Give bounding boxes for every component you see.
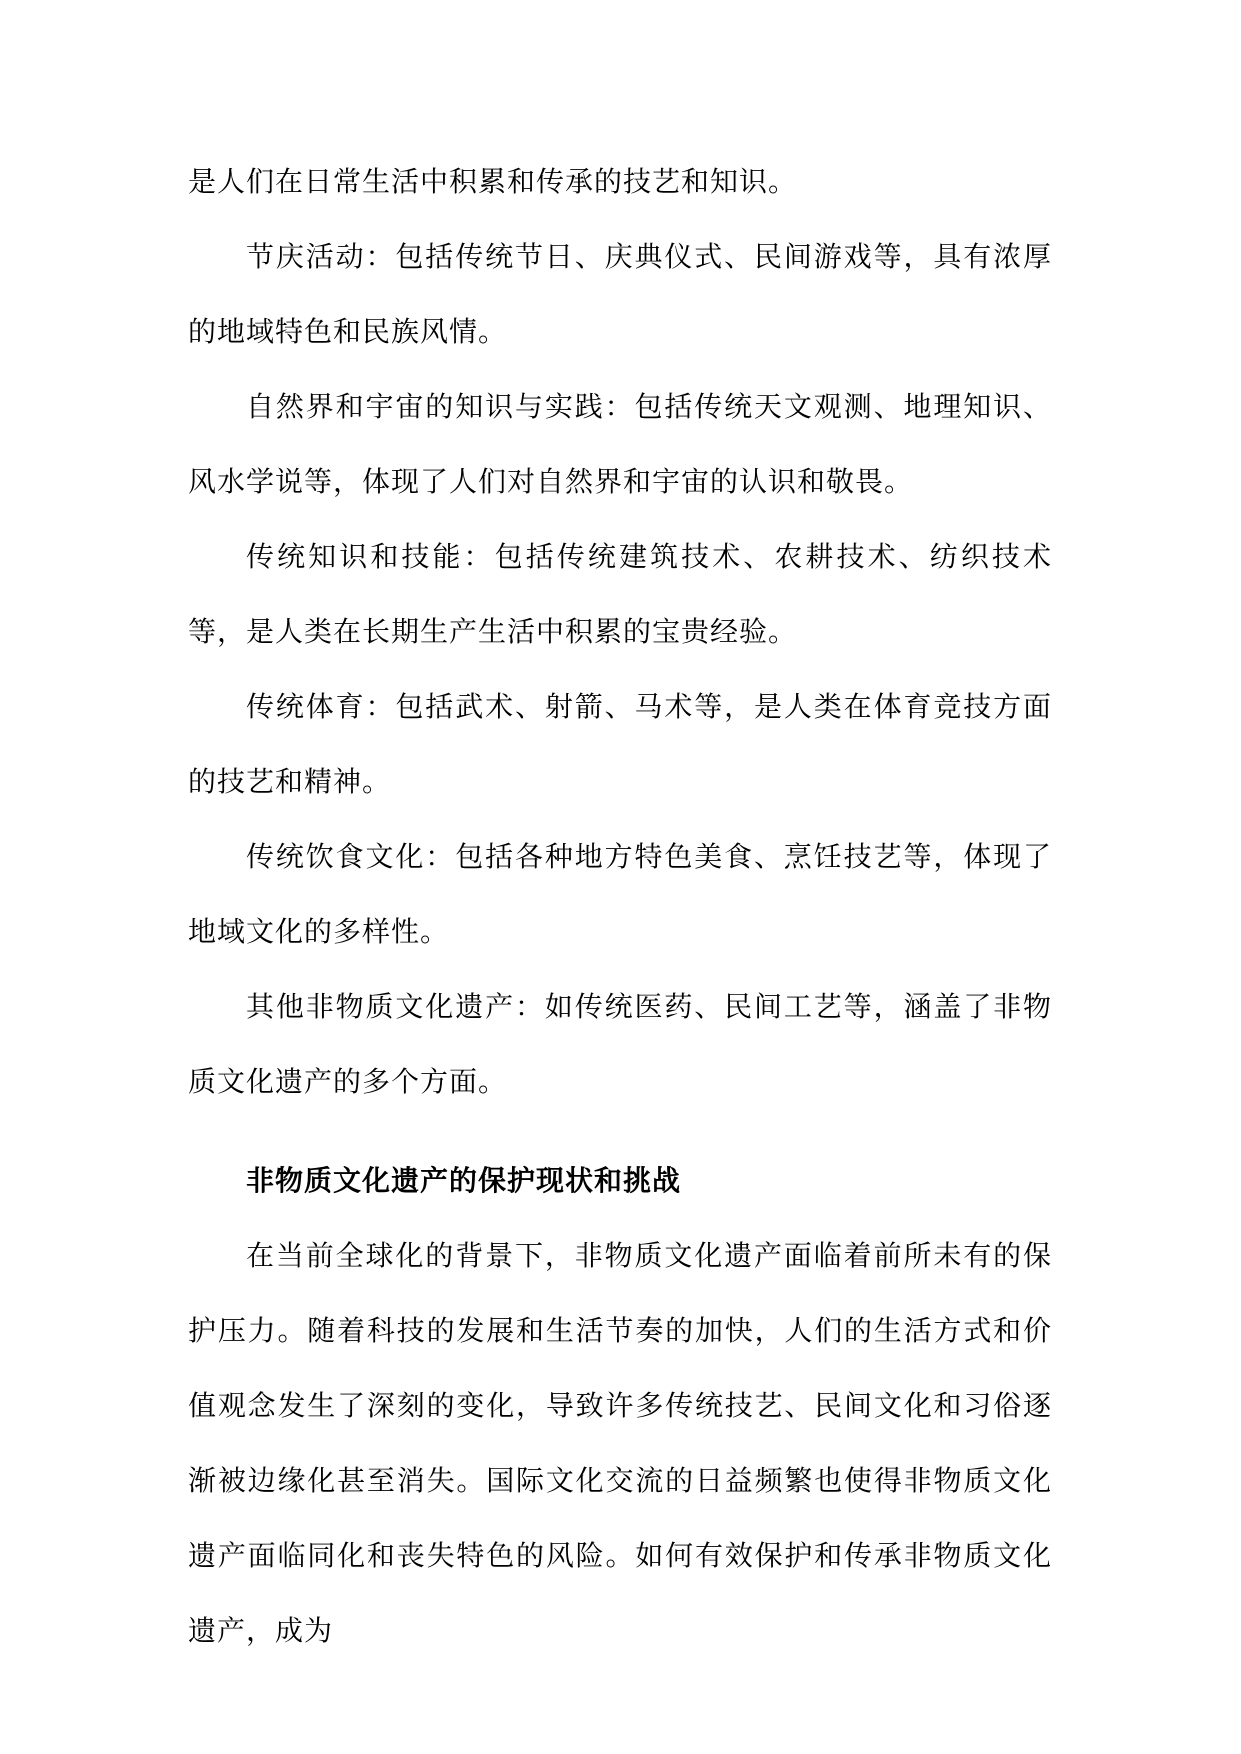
paragraph-food-culture: 传统饮食文化：包括各种地方特色美食、烹饪技艺等，体现了地域文化的多样性。 bbox=[188, 840, 1052, 948]
paragraph-festivals: 节庆活动：包括传统节日、庆典仪式、民间游戏等，具有浓厚的地域特色和民族风情。 bbox=[188, 240, 1052, 348]
section-heading: 非物质文化遗产的保护现状和挑战 bbox=[246, 1164, 682, 1197]
paragraph-protection-status: 在当前全球化的背景下，非物质文化遗产面临着前所未有的保护压力。随着科技的发展和生活节奏的加快，人们的生活方式和价值观念发生了深刻的变化，导致许多传统技艺、民间文化和习俗逐渐被边缘化甚至消失。国际文化交流的日益频繁也使得非物质文化遗产面临同化和丧失特色的风险。如何有效保护和传承非物质文化遗产，成为 bbox=[188, 1239, 1052, 1647]
paragraph-traditional-sports: 传统体育：包括武术、射箭、马术等，是人类在体育竞技方面的技艺和精神。 bbox=[188, 690, 1052, 798]
section-gap bbox=[188, 1119, 1052, 1143]
paragraph-continuation: 是人们在日常生活中积累和传承的技艺和知识。 bbox=[188, 165, 798, 198]
paragraph-traditional-skills: 传统知识和技能：包括传统建筑技术、农耕技术、纺织技术等，是人类在长期生产生活中积累的宝贵经验。 bbox=[188, 540, 1052, 648]
paragraph-nature-knowledge: 自然界和宇宙的知识与实践：包括传统天文观测、地理知识、风水学说等，体现了人们对自然界和宇宙的认识和敬畏。 bbox=[188, 390, 1052, 498]
paragraph-other-heritage: 其他非物质文化遗产：如传统医药、民间工艺等，涵盖了非物质文化遗产的多个方面。 bbox=[188, 990, 1052, 1098]
document-body bbox=[188, 144, 1052, 1668]
